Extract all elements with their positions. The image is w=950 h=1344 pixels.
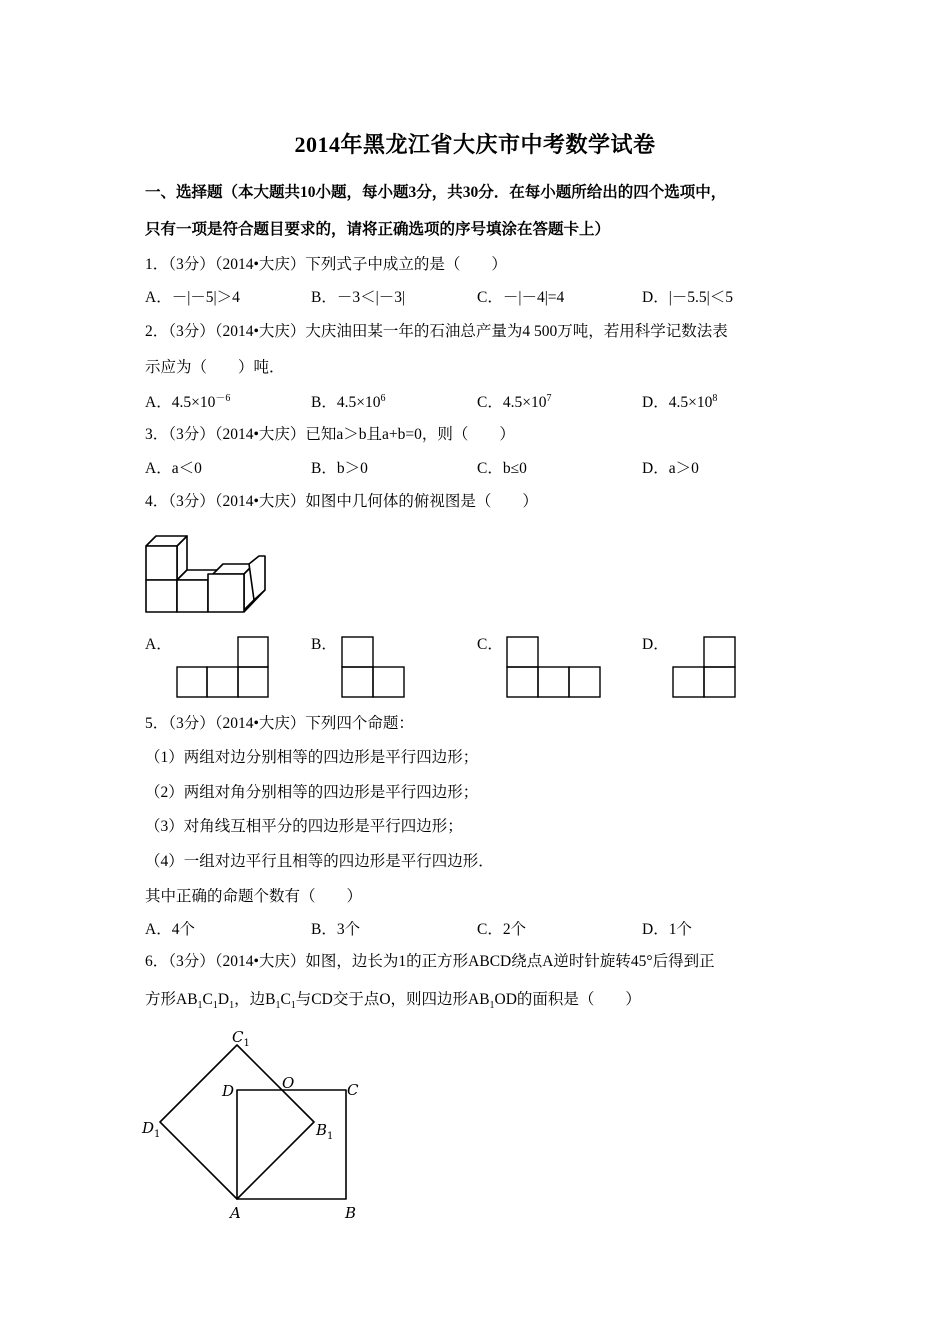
label-c1-sub: 1 — [243, 1038, 250, 1049]
q6-stem-part-a: 方形AB — [145, 991, 198, 1008]
section-heading-line2: 只有一项是符合题目要求的，请将正确选项的序号填涂在答题卡上） — [145, 221, 611, 238]
q1-option-a: A．－|－5|＞4 — [145, 289, 240, 306]
q5-option-c: C．2个 — [477, 921, 527, 938]
q5-question: 其中正确的命题个数有（ ） — [145, 888, 363, 905]
q6-stem-part-c: D — [217, 991, 230, 1008]
label-d: D — [222, 1082, 235, 1100]
label-c: C — [347, 1081, 359, 1099]
q2-option-a-label: A． — [145, 394, 172, 411]
label-b1-sub: 1 — [327, 1131, 334, 1142]
q2-option-c-exp: 7 — [546, 392, 552, 404]
q2-option-b-base: 4.5×10 — [336, 394, 381, 411]
q2-stem-line1: 2．（3分）（2014•大庆）大庆油田某一年的石油总产量为4 500万吨，若用科学记数法表 — [145, 323, 728, 340]
q4-option-c-label: C． — [477, 636, 503, 653]
q4-option-a-label: A． — [145, 636, 172, 653]
q2-option-c-label: C． — [477, 394, 503, 411]
q4-option-c-figure — [506, 636, 604, 700]
q6-sub-b1: 1 — [197, 1000, 203, 1012]
q5-stem: 5．（3分）（2014•大庆）下列四个命题： — [145, 715, 414, 732]
q4-option-d-label: D． — [642, 636, 669, 653]
q1-option-d: D．|－5.5|＜5 — [642, 289, 734, 306]
q3-option-a: A．a＜0 — [145, 460, 202, 477]
q2-option-c-base: 4.5×10 — [502, 394, 547, 411]
q6-stem-line2 — [145, 990, 641, 1010]
q6-stem-line1: 6．（3分）（2014•大庆）如图，边长为1的正方形ABCD绕点A逆时针旋转45°后得到正 — [145, 953, 715, 970]
q5-option-d: D．1个 — [642, 921, 692, 938]
q6-sub-b1-2: 1 — [275, 1000, 281, 1012]
q4-option-b-label: B． — [311, 636, 337, 653]
q6-sub-d1: 1 — [229, 1000, 235, 1012]
q2-option-d-exp: 8 — [712, 392, 718, 404]
q2-option-b-exp: 6 — [380, 392, 386, 404]
q4-option-a-figure — [176, 636, 270, 700]
q2-option-c — [477, 393, 551, 413]
label-d1-sub: 1 — [154, 1129, 161, 1140]
label-b1 — [315, 1121, 333, 1142]
q2-option-b-label: B． — [311, 394, 337, 411]
label-b1-letter: B — [316, 1121, 328, 1139]
q2-option-a-base: 4.5×10 — [171, 394, 216, 411]
q6-sub-c1: 1 — [212, 1000, 218, 1012]
q4-option-d-figure — [672, 636, 738, 700]
q6-sub-c1-2: 1 — [290, 1000, 296, 1012]
q2-option-b — [311, 393, 385, 413]
q6-stem-part-b: C — [202, 991, 213, 1008]
q2-option-d-base: 4.5×10 — [668, 394, 713, 411]
page-title: 2014年黑龙江省大庆市中考数学试卷 — [294, 132, 656, 157]
q5-item-3: （3）对角线互相平分的四边形是平行四边形； — [145, 818, 463, 835]
section-heading-line1: 一、选择题（本大题共10小题，每小题3分，共30分．在每小题所给出的四个选项中， — [145, 184, 727, 201]
label-d1 — [141, 1119, 160, 1140]
q6-sub-b1-3: 1 — [489, 1000, 495, 1012]
q5-option-b: B．3个 — [311, 921, 361, 938]
q4-solid-figure — [140, 530, 275, 620]
label-o: O — [282, 1074, 295, 1092]
q6-stem-part-g: OD的面积是（ ） — [494, 991, 641, 1008]
q3-option-b: B．b＞0 — [311, 460, 368, 477]
q5-item-4: （4）一组对边平行且相等的四边形是平行四边形． — [145, 853, 494, 870]
label-c1 — [232, 1028, 250, 1049]
label-d1-letter: D — [142, 1119, 155, 1137]
q5-item-1: （1）两组对边分别相等的四边形是平行四边形； — [145, 749, 479, 766]
q6-geometry-figure — [140, 1025, 380, 1225]
q5-option-a: A．4个 — [145, 921, 195, 938]
q6-stem-part-d: ，边B — [234, 991, 276, 1008]
q2-option-d-label: D． — [642, 394, 669, 411]
q1-option-b: B．－3＜|－3| — [311, 289, 406, 306]
q3-stem: 3．（3分）（2014•大庆）已知a＞b且a+b=0，则（ ） — [145, 426, 515, 443]
q1-stem: 1．（3分）（2014•大庆）下列式子中成立的是（ ） — [145, 256, 507, 273]
q2-stem-line2: 示应为（ ）吨． — [145, 359, 285, 376]
q2-option-d — [642, 393, 717, 413]
label-c1-letter: C — [232, 1028, 244, 1046]
label-b: B — [345, 1204, 357, 1222]
label-a: A — [230, 1204, 241, 1222]
q3-option-c: C．b≤0 — [477, 460, 527, 477]
q4-stem: 4．（3分）（2014•大庆）如图中几何体的俯视图是（ ） — [145, 493, 538, 510]
q3-option-d: D．a＞0 — [642, 460, 699, 477]
q2-option-a-exp: －6 — [215, 392, 231, 404]
q2-option-a — [145, 393, 230, 413]
q6-stem-part-e: C — [280, 991, 291, 1008]
q1-option-c: C．－|－4|=4 — [477, 289, 565, 306]
q4-option-b-figure — [341, 636, 407, 700]
q6-stem-part-f: 与CD交于点O，则四边形AB — [295, 991, 490, 1008]
q5-item-2: （2）两组对角分别相等的四边形是平行四边形； — [145, 784, 479, 801]
